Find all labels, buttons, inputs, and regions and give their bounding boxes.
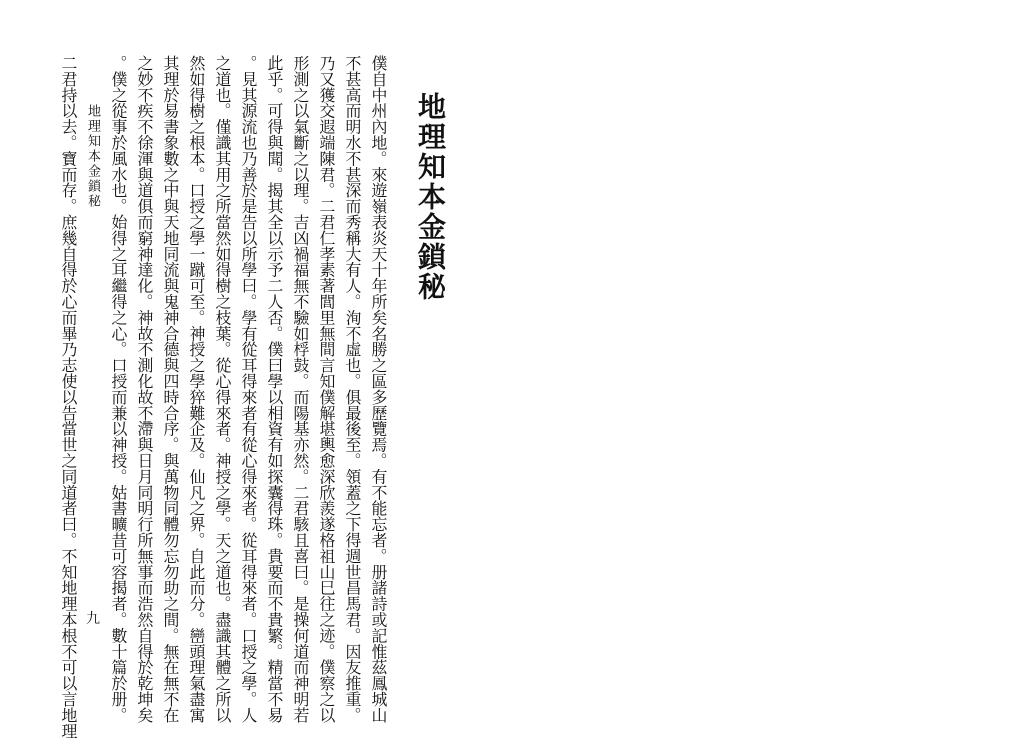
text-column-9: 其理於易書象數之中與天地同流與鬼神合德與四時合序。與萬物同體勿忘勿助之間。無在無不在 xyxy=(160,55,180,723)
text-column-11: 。僕之從事於風水也。始得之耳繼得之心。口授而兼以神授。姑書曠昔可容揭者。數十篇於册。 xyxy=(108,55,128,723)
text-column-4: 形測之以氣斷之以理。吉凶禍福無不驗如桴鼓。而陽基亦然。二君駭且喜曰。是操何道而神明若 xyxy=(290,55,310,723)
page-number: 九 xyxy=(86,611,100,627)
text-column-7: 之道也。僅識其用之所當然如得樹之枝葉。從心得來者。神授之學。天之道也。盡識其體之所以 xyxy=(212,55,232,723)
text-column-10: 之妙不疾不徐渾與道俱而窮神達化。神故不測化故不滯與日月同明行所無事而浩然自得於乾坤矣 xyxy=(134,55,154,723)
text-column-6: 。見其源流也乃善於是告以所學曰。學有從耳得來者有從心得來者。從耳得來者。口授之學。人 xyxy=(238,55,258,723)
text-column-5: 此乎。可得與聞。揭其全以示予二人否。僕曰學以相資有如探囊得珠。貴要而不貴繁。精當不易 xyxy=(264,55,284,723)
running-head: 地理知本金鎖秘 xyxy=(85,104,100,209)
text-column-12: 二君持以去。寶而存。庶幾自得於心而畢乃志使以告當世之同道者曰。不知地理本根不可以言地理 xyxy=(58,55,78,739)
page-title: 地理知本金鎖秘 xyxy=(414,92,447,302)
text-column-3: 乃又獲交遐端陳君。二君仁孝素著閭里無間言知僕解堪輿愈深欣羨遂格祖山巳往之迹。僕察之以 xyxy=(316,55,336,723)
text-column-2: 不甚高而明水不甚深而秀稱大有人。洵不虛也。俱最後至。領蓋之下得週世昌馬君。因友推重。 xyxy=(342,55,362,723)
text-column-1: 僕自中州內地。來遊嶺表炎天十年所矣名勝之區多歷覽焉。有不能忘者。册諸詩或記惟茲鳳城山 xyxy=(368,55,388,723)
text-column-8: 然如得樹之根本。口授之學一蹴可至。神授之學猝難企及。仙凡之界。自此而分。巒頭理氣盡寓 xyxy=(186,55,206,723)
